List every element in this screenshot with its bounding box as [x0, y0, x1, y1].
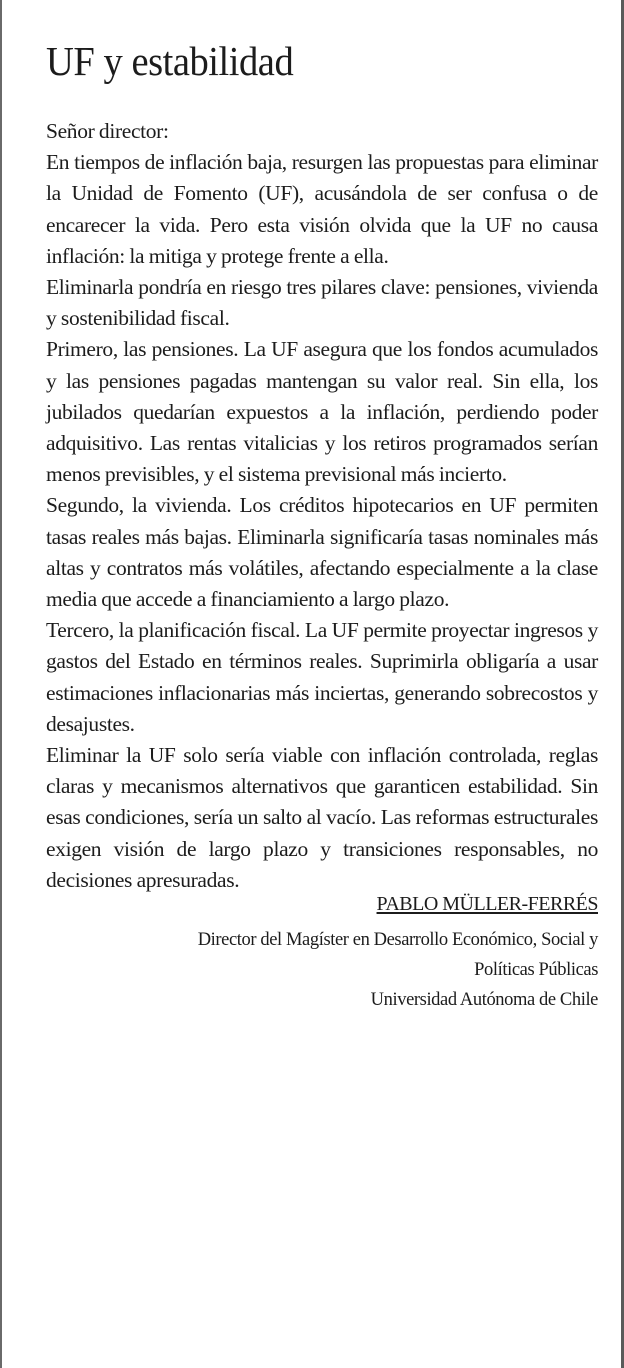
- paragraph: Eliminar la UF solo sería viable con inflación controlada, reglas claras y mecanismos alternativos que garanticen estabilidad. Sin esas condiciones, sería un salto al vacío. Las reformas estructurales exigen visión de largo plazo y transiciones responsables, no decisiones apresuradas.: [46, 743, 598, 892]
- author-role: Director del Magíster en Desarrollo Económico, Social y: [197, 930, 598, 950]
- article-title: UF y estabilidad: [46, 38, 294, 84]
- letter-article: [46, 36, 598, 1010]
- paragraph: Tercero, la planificación fiscal. La UF permite proyectar ingresos y gastos del Estado en términos reales. Suprimirla obligaría a usar estimaciones inflacionarias más inciertas, generando sobrecostos y desajustes.: [46, 618, 598, 736]
- author-role-continued: Políticas Públicas: [474, 960, 598, 980]
- salutation: Señor director:: [46, 119, 169, 143]
- author-institution: Universidad Autónoma de Chile: [370, 990, 598, 1010]
- author-name: PABLO MÜLLER-FERRÉS: [376, 893, 598, 915]
- signature-block: [46, 889, 598, 1015]
- paragraph: Primero, las pensiones. La UF asegura que los fondos acumulados y las pensiones pagadas mantengan su valor real. Sin ella, los jubilados quedarían expuestos a la inflación, perdiendo poder adquisitivo. Las rentas vitalicias y los retiros programados serían menos previsibles, y el sistema previsional más incierto.: [46, 337, 598, 487]
- paragraph: En tiempos de inflación baja, resurgen las propuestas para eliminar la Unidad de Fomento (UF), acusándola de ser confusa o de encarecer la vida. Pero esta visión olvida que la UF no causa inflación: la mitiga y protege frente a ella.: [46, 150, 598, 268]
- paragraph: Eliminarla pondría en riesgo tres pilares clave: pensiones, vivienda y sostenibilidad fiscal.: [46, 275, 598, 331]
- paragraph: Segundo, la vivienda. Los créditos hipotecarios en UF permiten tasas reales más bajas. Eliminarla significaría tasas nominales más altas y contratos más volátiles, afectando especialmente a la clase media que accede a financiamiento a largo plazo.: [46, 493, 598, 612]
